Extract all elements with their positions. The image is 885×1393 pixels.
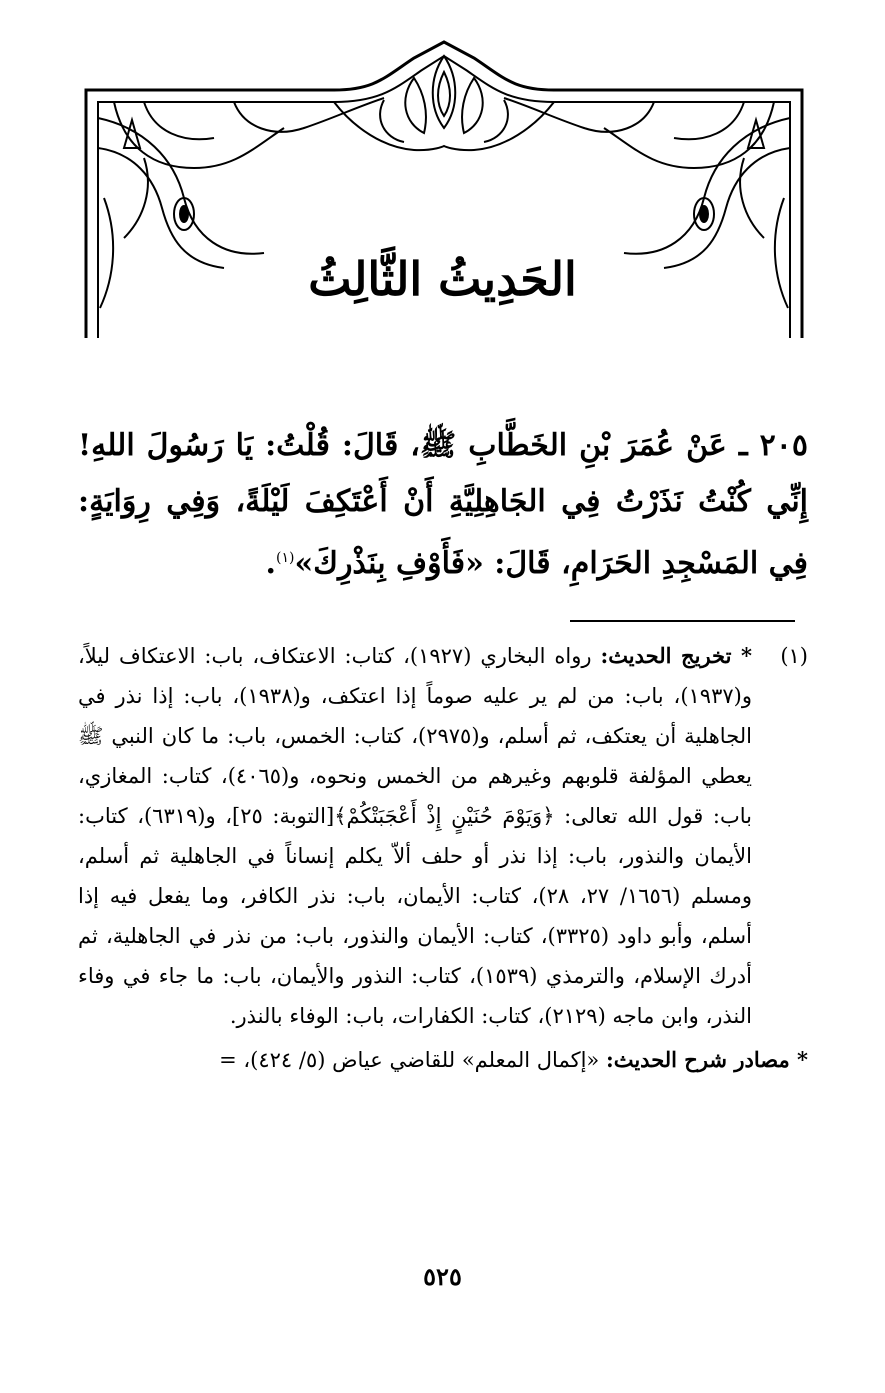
footnotes bbox=[78, 636, 808, 1080]
footnote-body bbox=[78, 636, 752, 1036]
footnote-number: (١) bbox=[780, 644, 808, 668]
chapter-title: الحَدِيثُ الثَّالِثُ bbox=[308, 252, 577, 306]
hadith-body: ٢٠٥ ـ عَنْ عُمَرَ بْنِ الخَطَّابِ ﷺ، قَالَ: قُلْتُ: يَا رَسُولَ اللهِ! إِنِّي كُنْتُ نَذَرْتُ فِي الجَاهِلِيَّةِ أَنْ أَعْتَكِفَ لَيْلَةً، وَفِي رِوَايَةٍ: فِي المَسْجِدِ الحَرَامِ، قَالَ: «فَأَوْفِ بِنَذْرِكَ» bbox=[78, 428, 808, 581]
footnote-ref[interactable]: (١) bbox=[276, 550, 295, 566]
hadith-text bbox=[78, 418, 808, 592]
page-number: ٥٢٥ bbox=[423, 1262, 462, 1291]
footnote-divider bbox=[570, 620, 795, 622]
sources-text: «إكمال المعلم» للقاضي عياض (٥/ ٤٢٤)، = bbox=[219, 1048, 600, 1072]
footnote-item bbox=[78, 636, 808, 1036]
sources-line bbox=[78, 1040, 808, 1080]
hadith-end: . bbox=[265, 546, 276, 581]
footnote-text: رواه البخاري (١٩٢٧)، كتاب: الاعتكاف، باب: الاعتكاف ليلاً، و(١٩٣٧)، باب: من لم ير عليه صوماً إذا اعتكف، و(١٩٣٨)، باب: إذا نذر في الجاهلية أن يعتكف، ثم أسلم، و(٢٩٧٥)، كتاب: الخمس، باب: ما كان النبي ﷺ يعطي المؤلفة قلوبهم وغيرهم من الخمس ونحوه، و(٤٠٦٥)، كتاب: المغازي، باب: قول الله تعالى: ﴿وَيَوْمَ حُنَيْنٍ إِذْ أَعْجَبَتْكُمْ﴾[التوبة: ٢٥]، و(٦٣١٩)، كتاب: الأيمان والنذور، باب: إذا نذر أو حلف ألاّ يكلم إنساناً في الجاهلية ثم أسلم، ومسلم (١٦٥٦/ ٢٧، ٢٨)، كتاب: الأيمان، باب: نذر الكافر، وما يفعل فيه إذا أسلم، وأبو داود (٣٣٢٥)، كتاب: الأيمان والنذور، باب: من نذر في الجاهلية، ثم أدرك الإسلام، والترمذي (١٥٣٩)، كتاب: النذور والأيمان، باب: ما جاء في وفاء النذر، وابن ماجه (٢١٢٩)، كتاب: الكفارات، باب: الوفاء بالنذر. bbox=[78, 644, 752, 1028]
footnote-heading: * تخريج الحديث: bbox=[600, 643, 752, 668]
sources-heading: * مصادر شرح الحديث: bbox=[605, 1047, 808, 1072]
